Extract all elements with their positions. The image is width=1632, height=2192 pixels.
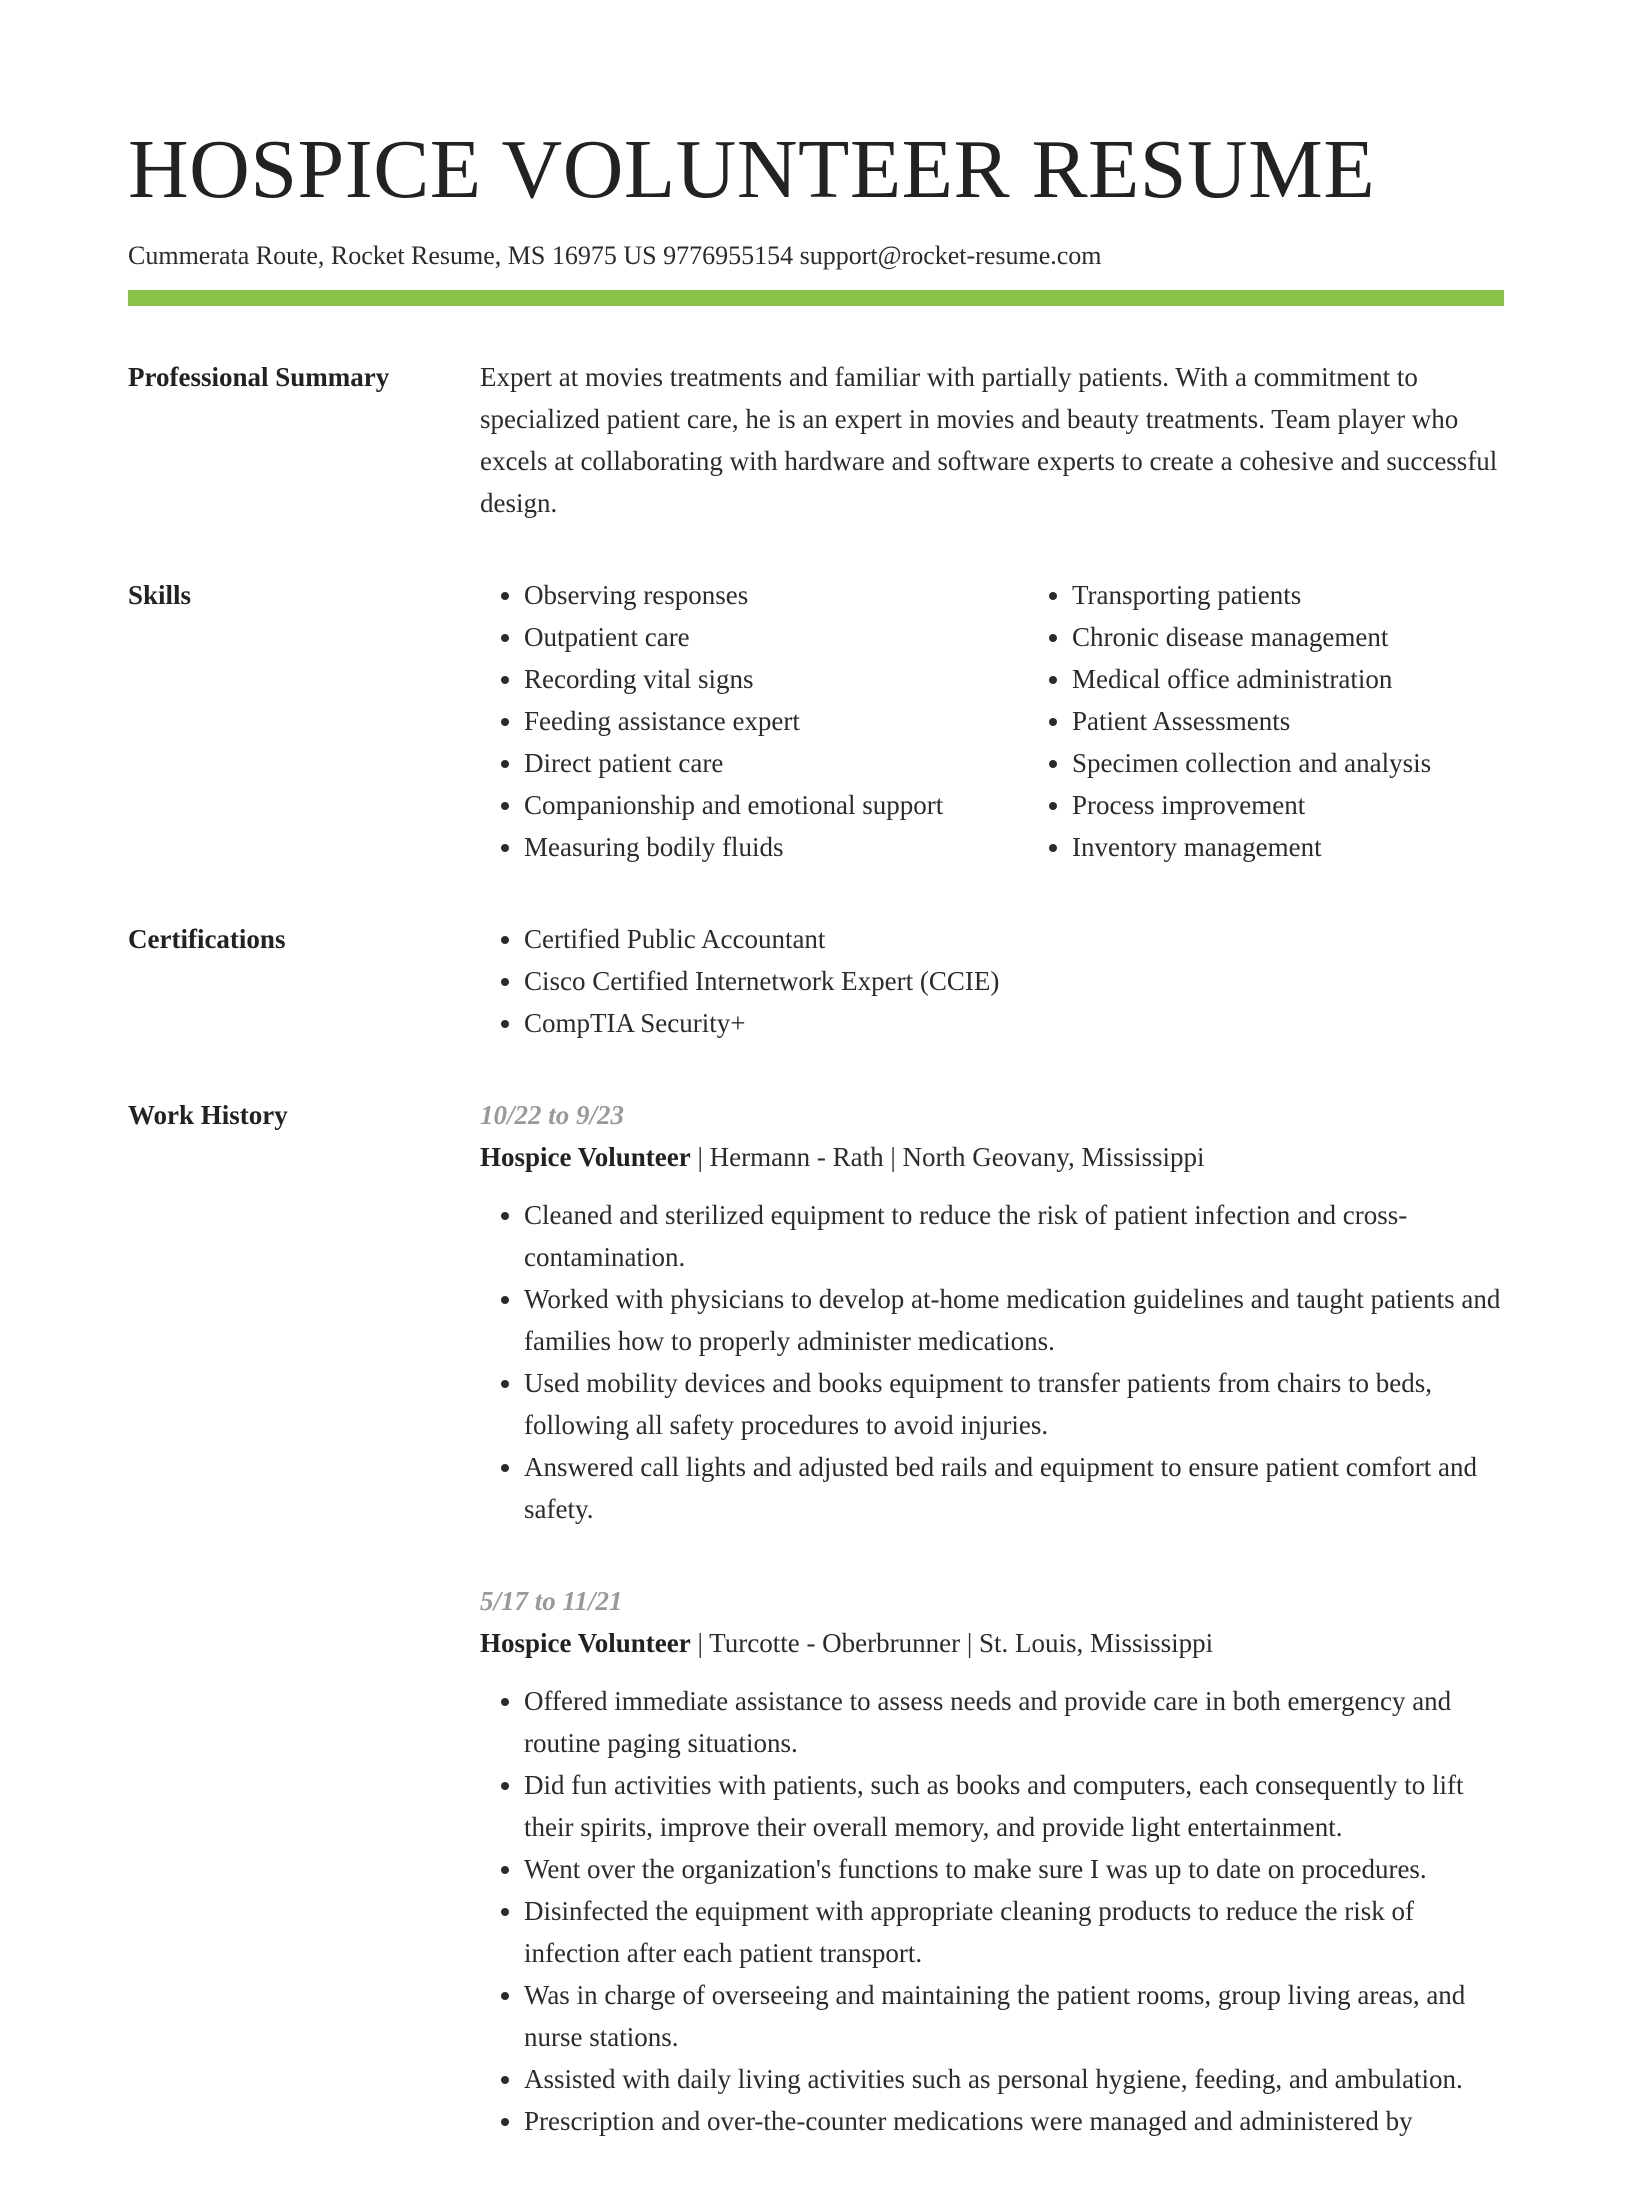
list-item: • Prescription and over-the-counter medications were managed and administered by <box>524 2100 1504 2142</box>
resume-page <box>128 118 1504 2192</box>
list-item: • Medical office administration <box>1072 658 1431 700</box>
list-item: • Was in charge of overseeing and maintaining the patient rooms, group living areas, and nurse stations. <box>524 1974 1504 2058</box>
list-item: • Recording vital signs <box>524 658 1028 700</box>
list-item: • Cleaned and sterilized equipment to reduce the risk of patient infection and cross-contamination. <box>524 1194 1504 1278</box>
summary-section <box>128 356 1504 524</box>
skills-list-right <box>1028 574 1431 868</box>
job-entry <box>480 1580 1504 2142</box>
job-details: | Turcotte - Oberbrunner | St. Louis, Mississippi <box>690 1628 1214 1658</box>
list-item: • Direct patient care <box>524 742 1028 784</box>
resume-title: HOSPICE VOLUNTEER RESUME <box>128 123 1376 216</box>
list-item: • Companionship and emotional support <box>524 784 1028 826</box>
list-item: • Patient Assessments <box>1072 700 1431 742</box>
work-history-heading: Work History <box>128 1100 288 1130</box>
certifications-section <box>128 918 1504 1044</box>
list-item: • Process improvement <box>1072 784 1431 826</box>
summary-text: Expert at movies treatments and familiar with partially patients. With a commitment to specialized patient care, he is an expert in movies and beauty treatments. Team player who excels at collaborating with hardware and software experts to create a cohesive and successful design. <box>480 362 1498 518</box>
list-item: • Worked with physicians to develop at-home medication guidelines and taught patients and families how to properly administer medications. <box>524 1278 1504 1362</box>
skills-list-left <box>480 574 1028 868</box>
list-item: • Feeding assistance expert <box>524 700 1028 742</box>
list-item: • Inventory management <box>1072 826 1431 868</box>
list-item: • Measuring bodily fluids <box>524 826 1028 868</box>
accent-divider <box>128 290 1504 306</box>
list-item: • Went over the organization's functions to make sure I was up to date on procedures. <box>524 1848 1504 1890</box>
list-item: • Cisco Certified Internetwork Expert (CCIE) <box>524 960 1504 1002</box>
list-item: • Disinfected the equipment with appropriate cleaning products to reduce the risk of infection after each patient transport. <box>524 1890 1504 1974</box>
certifications-list <box>480 918 1504 1044</box>
skills-heading: Skills <box>128 580 192 610</box>
work-history-section <box>128 1094 1504 2192</box>
list-item: • Specimen collection and analysis <box>1072 742 1431 784</box>
job-header <box>480 1622 1504 1664</box>
skills-section <box>128 574 1504 868</box>
list-item: • Transporting patients <box>1072 574 1431 616</box>
list-item: • Certified Public Accountant <box>524 918 1504 960</box>
job-details: | Hermann - Rath | North Geovany, Mississippi <box>690 1142 1205 1172</box>
job-title: Hospice Volunteer <box>480 1628 691 1658</box>
summary-heading: Professional Summary <box>128 362 390 392</box>
job-title: Hospice Volunteer <box>480 1142 691 1172</box>
certifications-heading: Certifications <box>128 924 286 954</box>
contact-info: Cummerata Route, Rocket Resume, MS 16975 US 9776955154 support@rocket-resume.com <box>128 241 1102 270</box>
job-bullets <box>480 1194 1504 1530</box>
list-item: • Offered immediate assistance to assess needs and provide care in both emergency and routine paging situations. <box>524 1680 1504 1764</box>
job-entry <box>480 1094 1504 1530</box>
job-dates: 10/22 to 9/23 <box>480 1100 625 1130</box>
list-item: • Answered call lights and adjusted bed rails and equipment to ensure patient comfort and safety. <box>524 1446 1504 1530</box>
list-item: • Did fun activities with patients, such as books and computers, each consequently to lift their spirits, improve their overall memory, and provide light entertainment. <box>524 1764 1504 1848</box>
list-item: • Observing responses <box>524 574 1028 616</box>
list-item: • CompTIA Security+ <box>524 1002 1504 1044</box>
list-item: • Assisted with daily living activities such as personal hygiene, feeding, and ambulation. <box>524 2058 1504 2100</box>
list-item: • Outpatient care <box>524 616 1028 658</box>
job-header <box>480 1136 1504 1178</box>
job-bullets <box>480 1680 1504 2142</box>
list-item: • Chronic disease management <box>1072 616 1431 658</box>
list-item: • Used mobility devices and books equipment to transfer patients from chairs to beds, following all safety procedures to avoid injuries. <box>524 1362 1504 1446</box>
job-dates: 5/17 to 11/21 <box>480 1586 623 1616</box>
